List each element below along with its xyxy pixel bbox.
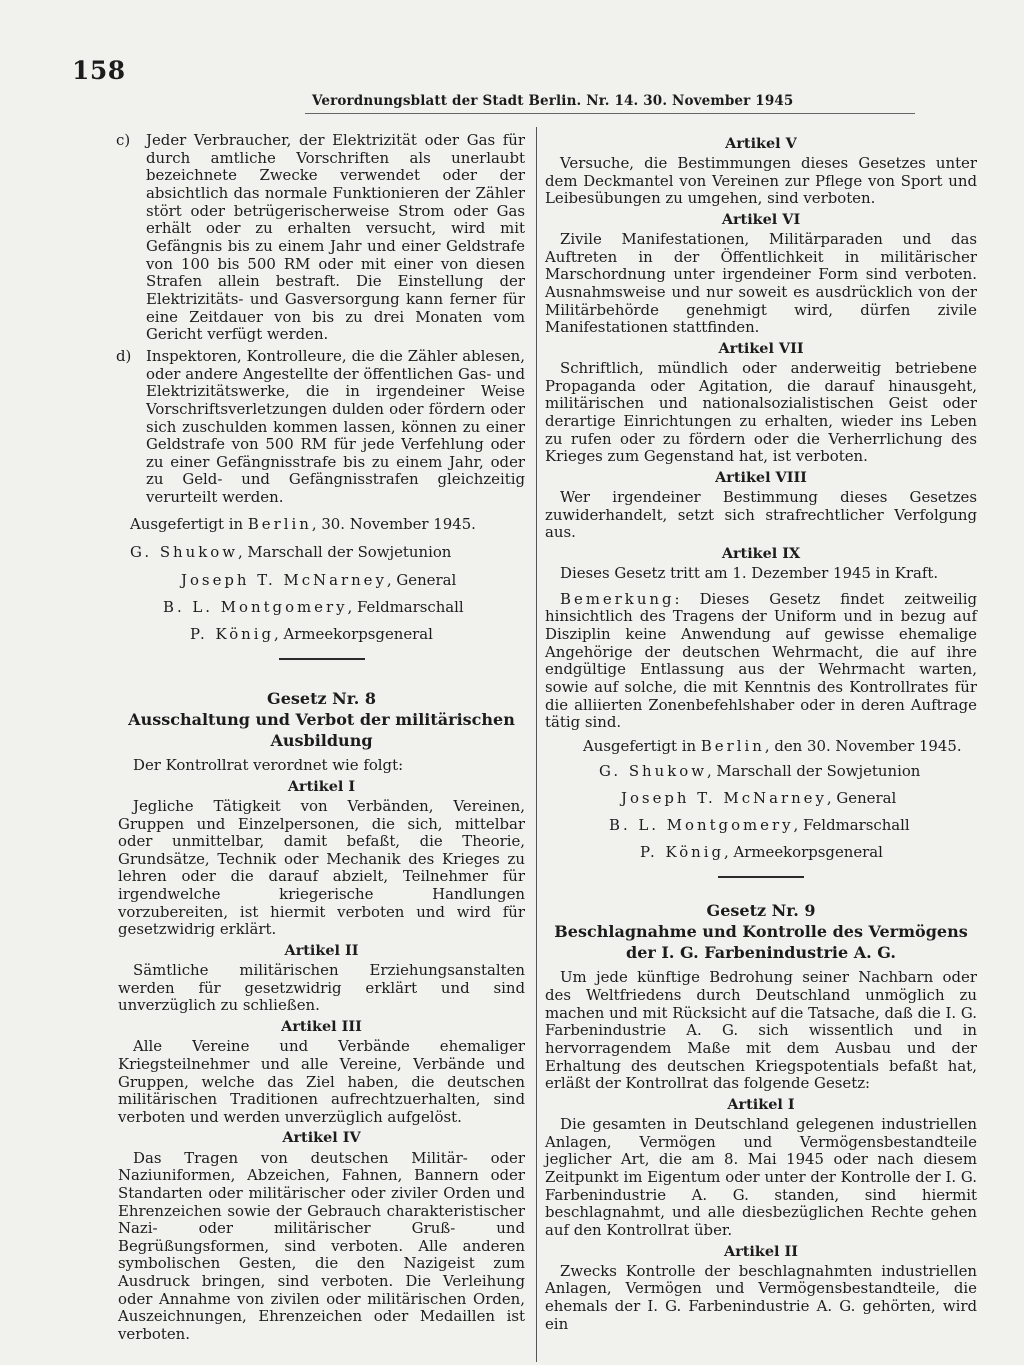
signatory-name: P. König xyxy=(190,624,275,643)
article-heading: Artikel II xyxy=(724,1242,798,1260)
signatory-title: , Marschall der Sowjetunion xyxy=(706,761,921,780)
page-number: 158 xyxy=(72,56,126,85)
signature-line xyxy=(545,814,977,837)
signatory-name: Joseph T. McNarney xyxy=(621,788,827,807)
signatory-title: , Armeekorpsgeneral xyxy=(274,624,433,643)
law-title: Gesetz Nr. 8 xyxy=(267,688,376,708)
article-text: Versuche, die Bestimmungen dieses Gesetzes unter dem Deckmantel von Vereinen zur Pflege von Sport und Leibesübungen zu umgehen, sind verboten. xyxy=(545,154,977,208)
article-text: Zivile Manifestationen, Militärparaden und das Auftreten in der Öffentlichkeit in militärischer Marschordnung unter irgendeiner Form sind verboten. Ausnahmsweise und nur soweit es ausdrücklich von der Militärbehörde genehmigt wird, dürfen zivile Manifestationen stattfinden. xyxy=(545,230,977,337)
law-intro: Um jede künftige Bedrohung seiner Nachbarn oder des Weltfriedens durch Deutschland unmöglich zu machen und mit Rücksicht auf die Tatsache, daß die I. G. Farbenindustrie A. G. sich wissentlich und in hervorragendem Maße mit dem Ausbau und der Erhaltung des deutschen Kriegspotentials befaßt hat, erläßt der Kontrollrat das folgende Gesetz: xyxy=(545,968,977,1093)
signatory-name: G. Shukow xyxy=(599,761,707,780)
article-text: Zwecks Kontrolle der beschlagnahmten industriellen Anlagen, Vermögen und Vermögensbestandteile, die ehemals der I. G. Farbenindustrie A. G. gehörten, wird ein xyxy=(545,1261,977,1333)
signatory-title: , General xyxy=(386,570,457,589)
issued-date: , den 30. November 1945. xyxy=(764,737,962,756)
law-title: Gesetz Nr. 9 xyxy=(706,901,816,921)
right-column xyxy=(545,132,977,1333)
issued-city: Berlin xyxy=(247,514,312,533)
article-text: Sämtliche militärischen Erziehungsanstalten werden für gesetzwidrig erklärt und sind unverzüglich zu schließen. xyxy=(118,961,525,1015)
article-heading: Artikel IX xyxy=(721,545,801,563)
law-subtitle: Ausschaltung und Verbot der militärischen Ausbildung xyxy=(128,709,515,751)
header-rule xyxy=(305,113,915,114)
issued-date: , 30. November 1945. xyxy=(311,514,476,533)
clause-text: Inspektoren, Kontrolleure, die die Zähler ablesen, oder andere Angestellte der öffentlichen Gas- und Elektrizitätswerke, die in irgendeiner Weise Vorschriftsverletzungen dulden oder fördern oder sich zuschulden kommen lassen, können zu einer Geldstrafe von 500 RM für jede Verfehlung oder zu einer Gefängnisstrafe bis zu einem Jahr, oder zu Geld- und Gefängnisstrafen gleichzeitig verurteilt werden. xyxy=(146,346,525,507)
article-text: Das Tragen von deutschen Militär- oder Naziuniformen, Abzeichen, Fahnen, Bannern oder Standarten oder militärischer oder ziviler Orden und Ehrenzeichen sowie der Gebrauch charakteristischer Nazi- oder militärischer Gruß- und Begrüßungsformen, sind verboten. Alle anderen symbolischen Gesten, die den Nazigeist zum Ausdruck bringen, sind verboten. Die Verleihung oder Annahme von zivilen oder militärischen Orden, Auszeichnungen, Ehrenzeichen oder Medaillen ist verboten. xyxy=(118,1148,525,1344)
signature-line xyxy=(545,787,977,810)
law-subtitle: Beschlagnahme und Kontrolle des Vermögens der I. G. Farbenindustrie A. G. xyxy=(554,922,968,963)
article-text: Jegliche Tätigkeit von Verbänden, Vereinen, Gruppen und Einzelpersonen, die sich, mittelbar oder unmittelbar, damit befaßt, die Theorie, Grundsätze, Technik oder Mechanik des Krieges zu lehren oder die darauf abzielt, Teilnehmer für irgendwelche kriegerische Handlungen vorzubereiten, ist hiermit verboten und wird für gesetzwidrig erklärt. xyxy=(118,796,525,939)
signature-line xyxy=(545,760,977,783)
issued-city: Berlin xyxy=(700,737,765,756)
article-heading: Artikel VII xyxy=(718,340,804,358)
section-rule xyxy=(718,876,804,878)
signature-line xyxy=(118,541,525,564)
law-intro: Der Kontrollrat verordnet wie folgt: xyxy=(133,756,404,775)
signature-line xyxy=(118,569,525,592)
signature-line xyxy=(118,623,525,646)
section-rule xyxy=(279,658,365,660)
signatory-title: , General xyxy=(826,788,897,807)
article-heading: Artikel VI xyxy=(721,211,801,229)
article-heading: Artikel I xyxy=(727,1095,795,1113)
article-text: Wer irgendeiner Bestimmung dieses Gesetzes zuwiderhandelt, setzt sich strafrechtlicher Verfolgung aus. xyxy=(545,488,977,542)
signatory-name: B. L. Montgomery xyxy=(609,815,794,834)
signature-line xyxy=(118,596,525,619)
signatory-title: , Feldmarschall xyxy=(347,597,464,616)
issued-line xyxy=(583,738,977,756)
signature-line xyxy=(545,841,977,864)
article-text: Die gesamten in Deutschland gelegenen industriellen Anlagen, Vermögen und Vermögensbestandteile jeglicher Art, die am 8. Mai 1945 oder nach diesem Zeitpunkt im Eigentum oder unter der Kontrolle der I. G. Farbenindustrie A. G. standen, sind hiermit beschlagnahmt, und alle diesbezüglichen Rechte gehen auf den Kontrollrat über. xyxy=(545,1115,977,1239)
clause-label: d) xyxy=(116,346,132,365)
clause-label: c) xyxy=(116,131,131,149)
signatory-name: Joseph T. McNarney xyxy=(181,570,387,589)
clause-text: Jeder Verbraucher, der Elektrizität oder Gas für durch amtliche Vorschriften als unerlaubt bezeichnete Zwecke verwendet oder der absichtlich das normale Funktionieren der Zähler stört oder betrügerischerweise Strom oder Gas erhält oder zu erhalten versucht, wird mit Gefängnis bis zu einem Jahr und einer Geldstrafe von 100 bis 500 RM oder mit einer von diesen Strafen allein bestraft. Die Einstellung der Elektrizitäts- und Gasversorgung kann ferner für eine Zeitdauer von bis zu drei Monaten vom Gericht verfügt werden. xyxy=(146,131,525,344)
article-heading: Artikel III xyxy=(281,1018,362,1036)
signatory-title: , Feldmarschall xyxy=(793,815,910,834)
issued-prefix: Ausgefertigt in xyxy=(583,737,701,756)
signatory-title: , Armeekorpsgeneral xyxy=(724,842,883,861)
signatory-name: B. L. Montgomery xyxy=(163,597,348,616)
article-heading: Artikel I xyxy=(287,777,356,795)
clause-d xyxy=(118,348,525,507)
article-heading: Artikel V xyxy=(725,135,797,152)
article-text: Alle Vereine und Verbände ehemaliger Kriegsteilnehmer und alle Vereine, Verbände und Gruppen, welche das Ziel haben, die deutschen militärischen Traditionen aufrechtzuerhalten, sind verboten und werden unverzüglich aufgelöst. xyxy=(118,1037,525,1126)
running-header: Verordnungsblatt der Stadt Berlin. Nr. 14. 30. November 1945 xyxy=(312,93,794,109)
signatory-title: , Marschall der Sowjetunion xyxy=(237,543,452,562)
article-text: Dieses Gesetz tritt am 1. Dezember 1945 in Kraft. xyxy=(560,564,939,583)
article-heading: Artikel II xyxy=(284,942,359,960)
signatory-name: P. König xyxy=(640,842,725,861)
clause-c xyxy=(118,132,525,344)
left-column xyxy=(118,132,525,1344)
article-heading: Artikel VIII xyxy=(715,469,807,487)
signatory-name: G. Shukow xyxy=(130,543,238,562)
issued-prefix: Ausgefertigt in xyxy=(130,514,248,533)
remark-text: : Dieses Gesetz findet zeitweilig hinsichtlich des Tragens der Uniform und in bezug auf Disziplin keine Anwendung auf gewisse ehemalige Angehörige der deutschen Wehrmacht, die auf ihre endgültige Entlassung aus der Wehrmacht warten, sowie auf solche, die mit Kenntnis des Kontrollrates für die alliierten Zonenbefehlshaber oder in deren Auftrage tätig sind. xyxy=(545,589,977,732)
article-text: Schriftlich, mündlich oder anderweitig betriebene Propaganda oder Agitation, die darauf hinausgeht, militärischen und nationalsozialistischen Geist oder derartige Einrichtungen zu erhalten, wieder ins Leben zu rufen oder zu fördern oder die Verherrlichung des Krieges zum Gegenstand hat, ist verboten. xyxy=(545,359,977,466)
remark-label: Bemerkung xyxy=(560,589,675,608)
issued-line xyxy=(130,516,525,534)
column-divider xyxy=(536,127,537,1362)
article-heading: Artikel IV xyxy=(282,1129,361,1147)
remark-paragraph xyxy=(545,591,977,732)
